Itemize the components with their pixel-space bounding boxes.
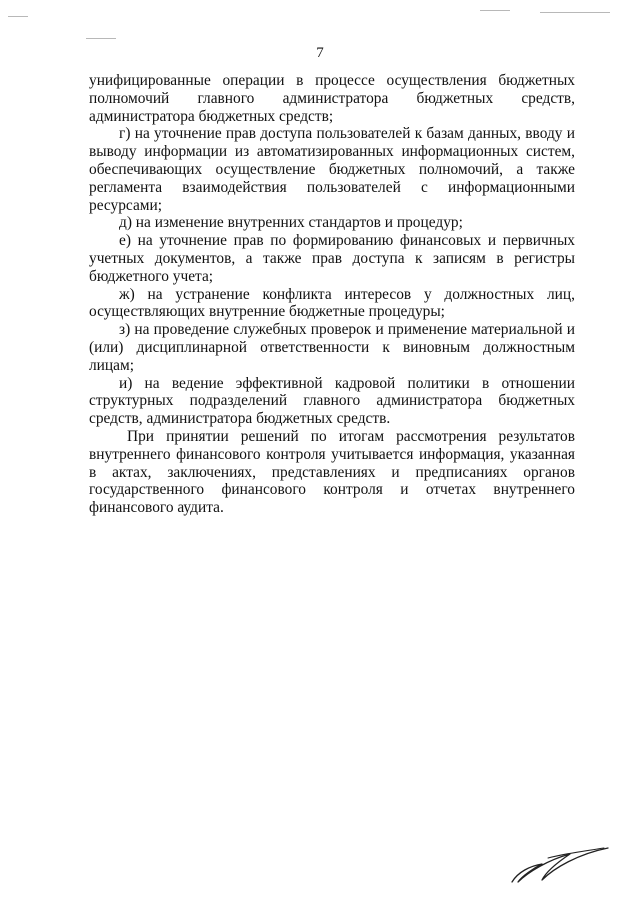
handwritten-signature-icon [508,842,612,888]
scan-speck [86,38,116,39]
paragraph-item-zh: ж) на устранение конфликта интересов у должностных лиц, осуществляющих внутренние бюджетные процедуры; [89,285,575,321]
paragraph-item-i: и) на ведение эффективной кадровой политики в отношении структурных подразделений главного администратора бюджетных средств, администратора бюджетных средств. [89,374,575,428]
scan-speck [540,12,610,13]
scan-speck [8,16,28,17]
document-body [89,72,575,517]
paragraph-conclusion: При принятии решений по итогам рассмотрения результатов внутреннего финансового контроля учитывается информация, указанная в актах, заключениях, представлениях и предписаниях органов государственного финансового контроля и отчетах внутреннего финансового аудита. [89,427,575,517]
page-number: 7 [316,45,324,61]
scan-speck [480,10,510,11]
paragraph-item-e: е) на уточнение прав по формированию финансовых и первичных учетных документов, а также прав доступа к записям в регистры бюджетного учета; [89,232,575,285]
paragraph-item-g: г) на уточнение прав доступа пользователей к базам данных, вводу и выводу информации из автоматизированных информационных систем, обеспечивающих осуществление бюджетных полномочий, а также регламента взаимодействия пользователей с информационными ресурсами; [89,125,575,214]
paragraph-item-d: д) на изменение внутренних стандартов и процедур; [119,214,463,232]
paragraph-continuation: унифицированные операции в процессе осуществления бюджетных полномочий главного администратора бюджетных средств, администратора бюджетных средств; [89,72,575,125]
paragraph-item-z: з) на проведение служебных проверок и применение материальной и (или) дисциплинарной ответственности к виновным должностным лицам; [89,321,575,374]
